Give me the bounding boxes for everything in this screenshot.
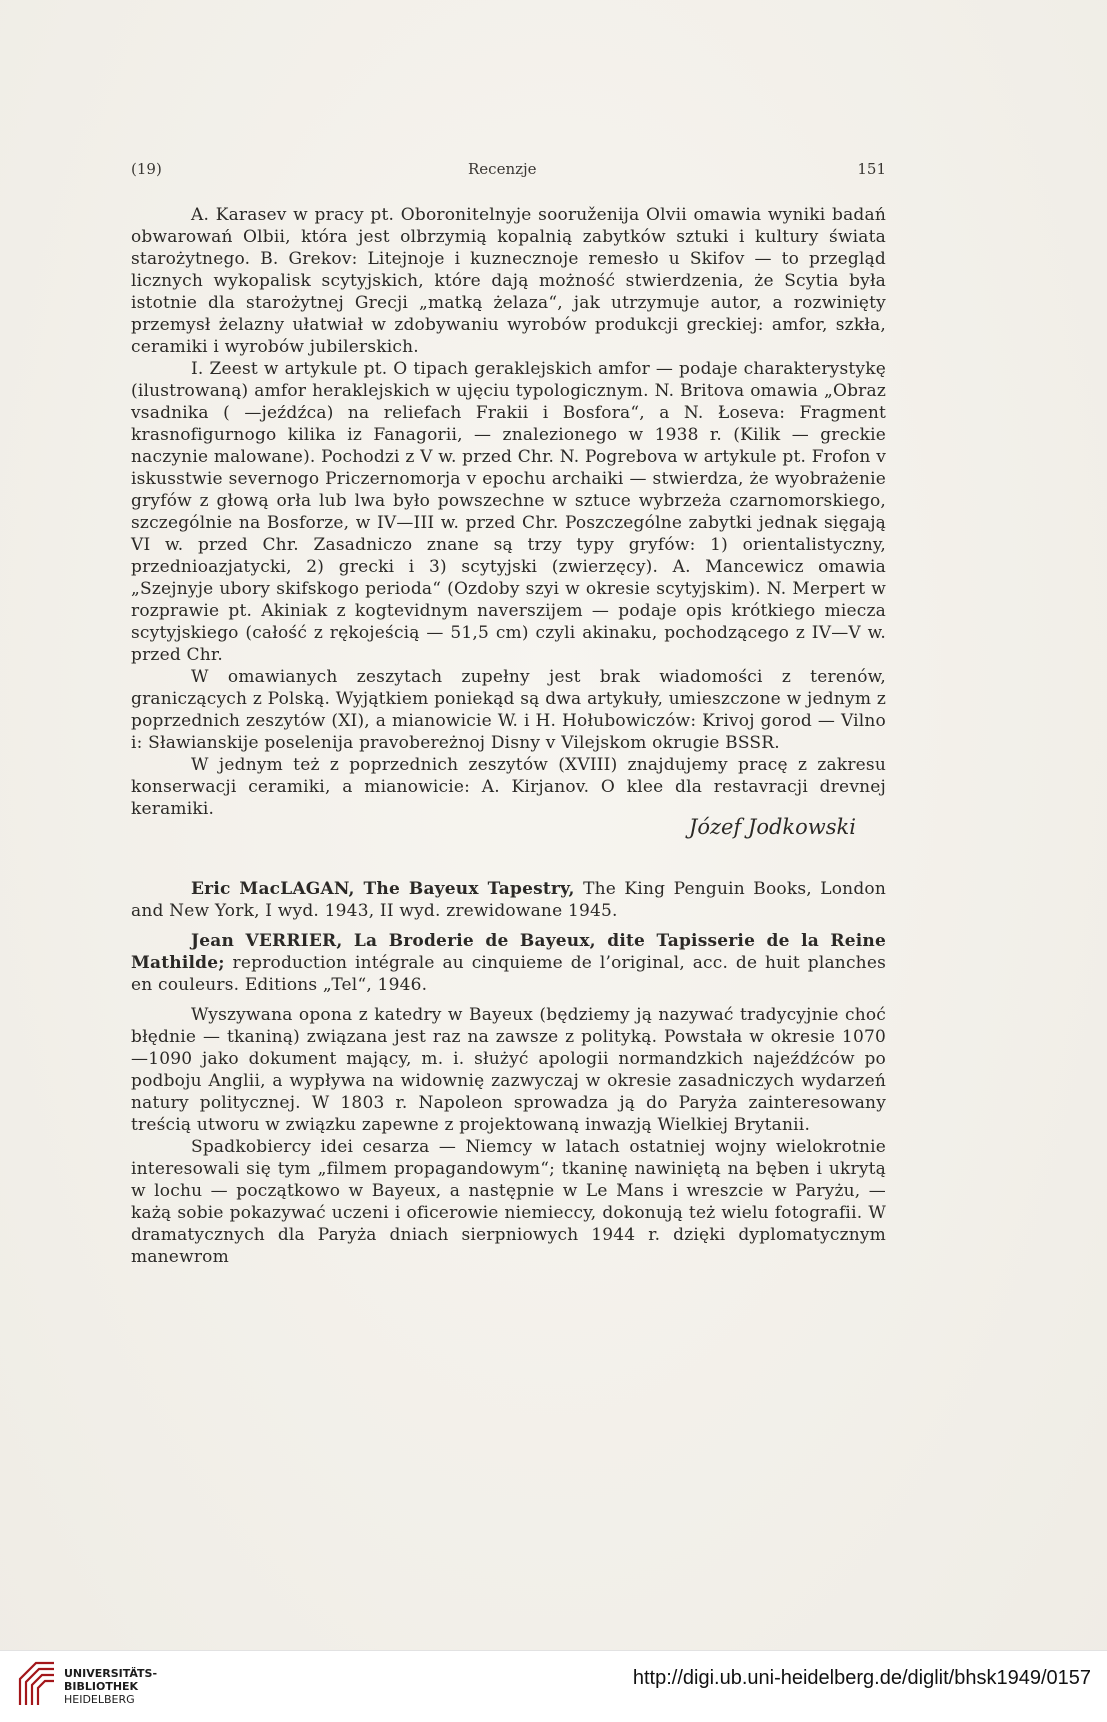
source-url-link[interactable]: http://digi.ub.uni-heidelberg.de/diglit/bhsk1949/0157 [632, 1667, 1091, 1689]
library-name-line: BIBLIOTHEK [64, 1680, 139, 1693]
paragraph: I. Zeest w artykule pt. O tipach geraklejskich amfor — podaje charakterystykę (ilustrowaną) amfor heraklejskich w ujęciu typologicznym. N. Britova omawia „Obraz vsadnika ( —jeźdźca) na reliefach Frakii i Bosfora“, a N. Łoseva: Fragment krasnofigurnogo kilika iz Fanagorii, — znalezionego w 1938 r. (Kilik — greckie naczynie malowane). Pochodzi z V w. przed Chr. N. Pogrebova w artykule pt. Frofon v iskusstwie severnogo Priczernomorja v epochu archaiki — stwierdza, że wyobrażenie gryfów z głową orła lub lwa było powszechne w sztuce wybrzeża czarnomorskiego, szczególnie na Bosforze, w IV—III w. przed Chr. Poszczególne zabytki jednak sięgają VI w. przed Chr. Zasadniczo znane są trzy typy gryfów: 1) orientalistyczny, przednioazjatycki, 2) grecki i 3) scytyjski (zwierzęcy). A. Mancewicz omawia „Szejnyje ubory skifskogo perioda“ (Ozdoby szyi w okresie scytyjskim). N. Merpert w rozprawie pt. Akiniak z kogtevidnym naverszijem — podaje opis krótkiego miecza scytyjskiego (całość z rękojeścią — 51,5 cm) czyli akinaku, pochodzącego z IV—V w. przed Chr. [131, 359, 886, 665]
bibliography-title: Eric MacLAGAN, The Bayeux Tapestry, [191, 879, 575, 899]
page-body [131, 204, 886, 1268]
paragraph: W omawianych zeszytach zupełny jest brak wiadomości z terenów, graniczących z Polską. Wyjątkiem poniekąd są dwa artykuły, umieszczone w jednym z poprzednich zeszytów (XI), a mianowicie W. i H. Hołubowiczów: Krivoj gorod — Vilno i: Sławianskije poselenija pravobereżnoj Disny v Vilejskom okrugie BSSR. [131, 667, 886, 753]
digitization-footer [0, 1650, 1107, 1722]
library-name [64, 1667, 157, 1706]
running-title: Recenzje [468, 160, 537, 178]
review-paragraph: Spadkobiercy idei cesarza — Niemcy w latach ostatniej wojny wielokrotnie interesowali się tym „filmem propagandowym“; tkaninę nawiniętą na bęben i ukrytą w lochu — początkowo w Bayeux, a następnie w Le Mans i wreszcie w Paryżu, — każą sobie pokazywać uczeni i oficerowie niemieccy, dokonują też wielu fotografii. W dramatycznych dla Paryża dniach sierpniowych 1944 r. dzięki dyplomatycznym manewrom [131, 1137, 886, 1267]
bibliography-details: The King Penguin Books, London and New York, I wyd. 1943, II wyd. zrewidowane 1945. [131, 879, 886, 921]
library-logo-icon [16, 1659, 58, 1709]
section-number: (19) [131, 160, 162, 178]
bibliography-title: Jean VERRIER, La Broderie de Bayeux, dite Tapisserie de la Reine Mathilde; [131, 931, 886, 973]
page-number: 151 [857, 160, 886, 178]
library-city: HEIDELBERG [64, 1693, 135, 1706]
bibliography-entry [131, 878, 886, 922]
paragraph: A. Karasev w pracy pt. Oboronitelnyje sooruženija Olvii omawia wyniki badań obwarowań Olbii, która jest olbrzymią kopalnią zabytków sztuki i kultury świata starożytnego. B. Grekov: Litejnoje i kuznecznoje remesło u Skifov — to przegląd licznych wykopalisk scytyjskich, które dają możność stwierdzenia, że Scytia była istotnie dla starożytnej Grecji „matką żelaza“, jak utrzymuje autor, a rozwinięty przemysł żelazny ułatwiał w zdobywaniu wyrobów produkcji greckiej: amfor, szkła, ceramiki i wyrobów jubilerskich. [131, 205, 886, 357]
author-signature: Józef Jodkowski [688, 815, 856, 839]
paragraph: W jednym też z poprzednich zeszytów (XVIII) znajdujemy pracę z zakresu konserwacji ceramiki, a mianowicie: A. Kirjanov. O klee dla restavracji drevnej keramiki. [131, 755, 886, 819]
bibliography-details: reproduction intégrale au cinquieme de l’original, acc. de huit planches en couleurs. Editions „Tel“, 1946. [131, 953, 886, 995]
review-paragraph: Wyszywana opona z katedry w Bayeux (będziemy ją nazywać tradycyjnie choć błędnie — tkaniną) związana jest raz na zawsze z polityką. Powstała w okresie 1070—1090 jako dokument mający, m. i. służyć apologii normandzkich najeźdźców po podboju Anglii, a wypływa na widownię zazwyczaj w okresie zasadniczych wydarzeń natury politycznej. W 1803 r. Napoleon sprowadza ją do Paryża zainteresowany treścią utworu w związku zapewne z projektowaną inwazją Wielkiej Brytanii. [131, 1005, 886, 1135]
library-name-line: UNIVERSITÄTS- [64, 1667, 158, 1680]
bibliography-entry [131, 930, 886, 996]
